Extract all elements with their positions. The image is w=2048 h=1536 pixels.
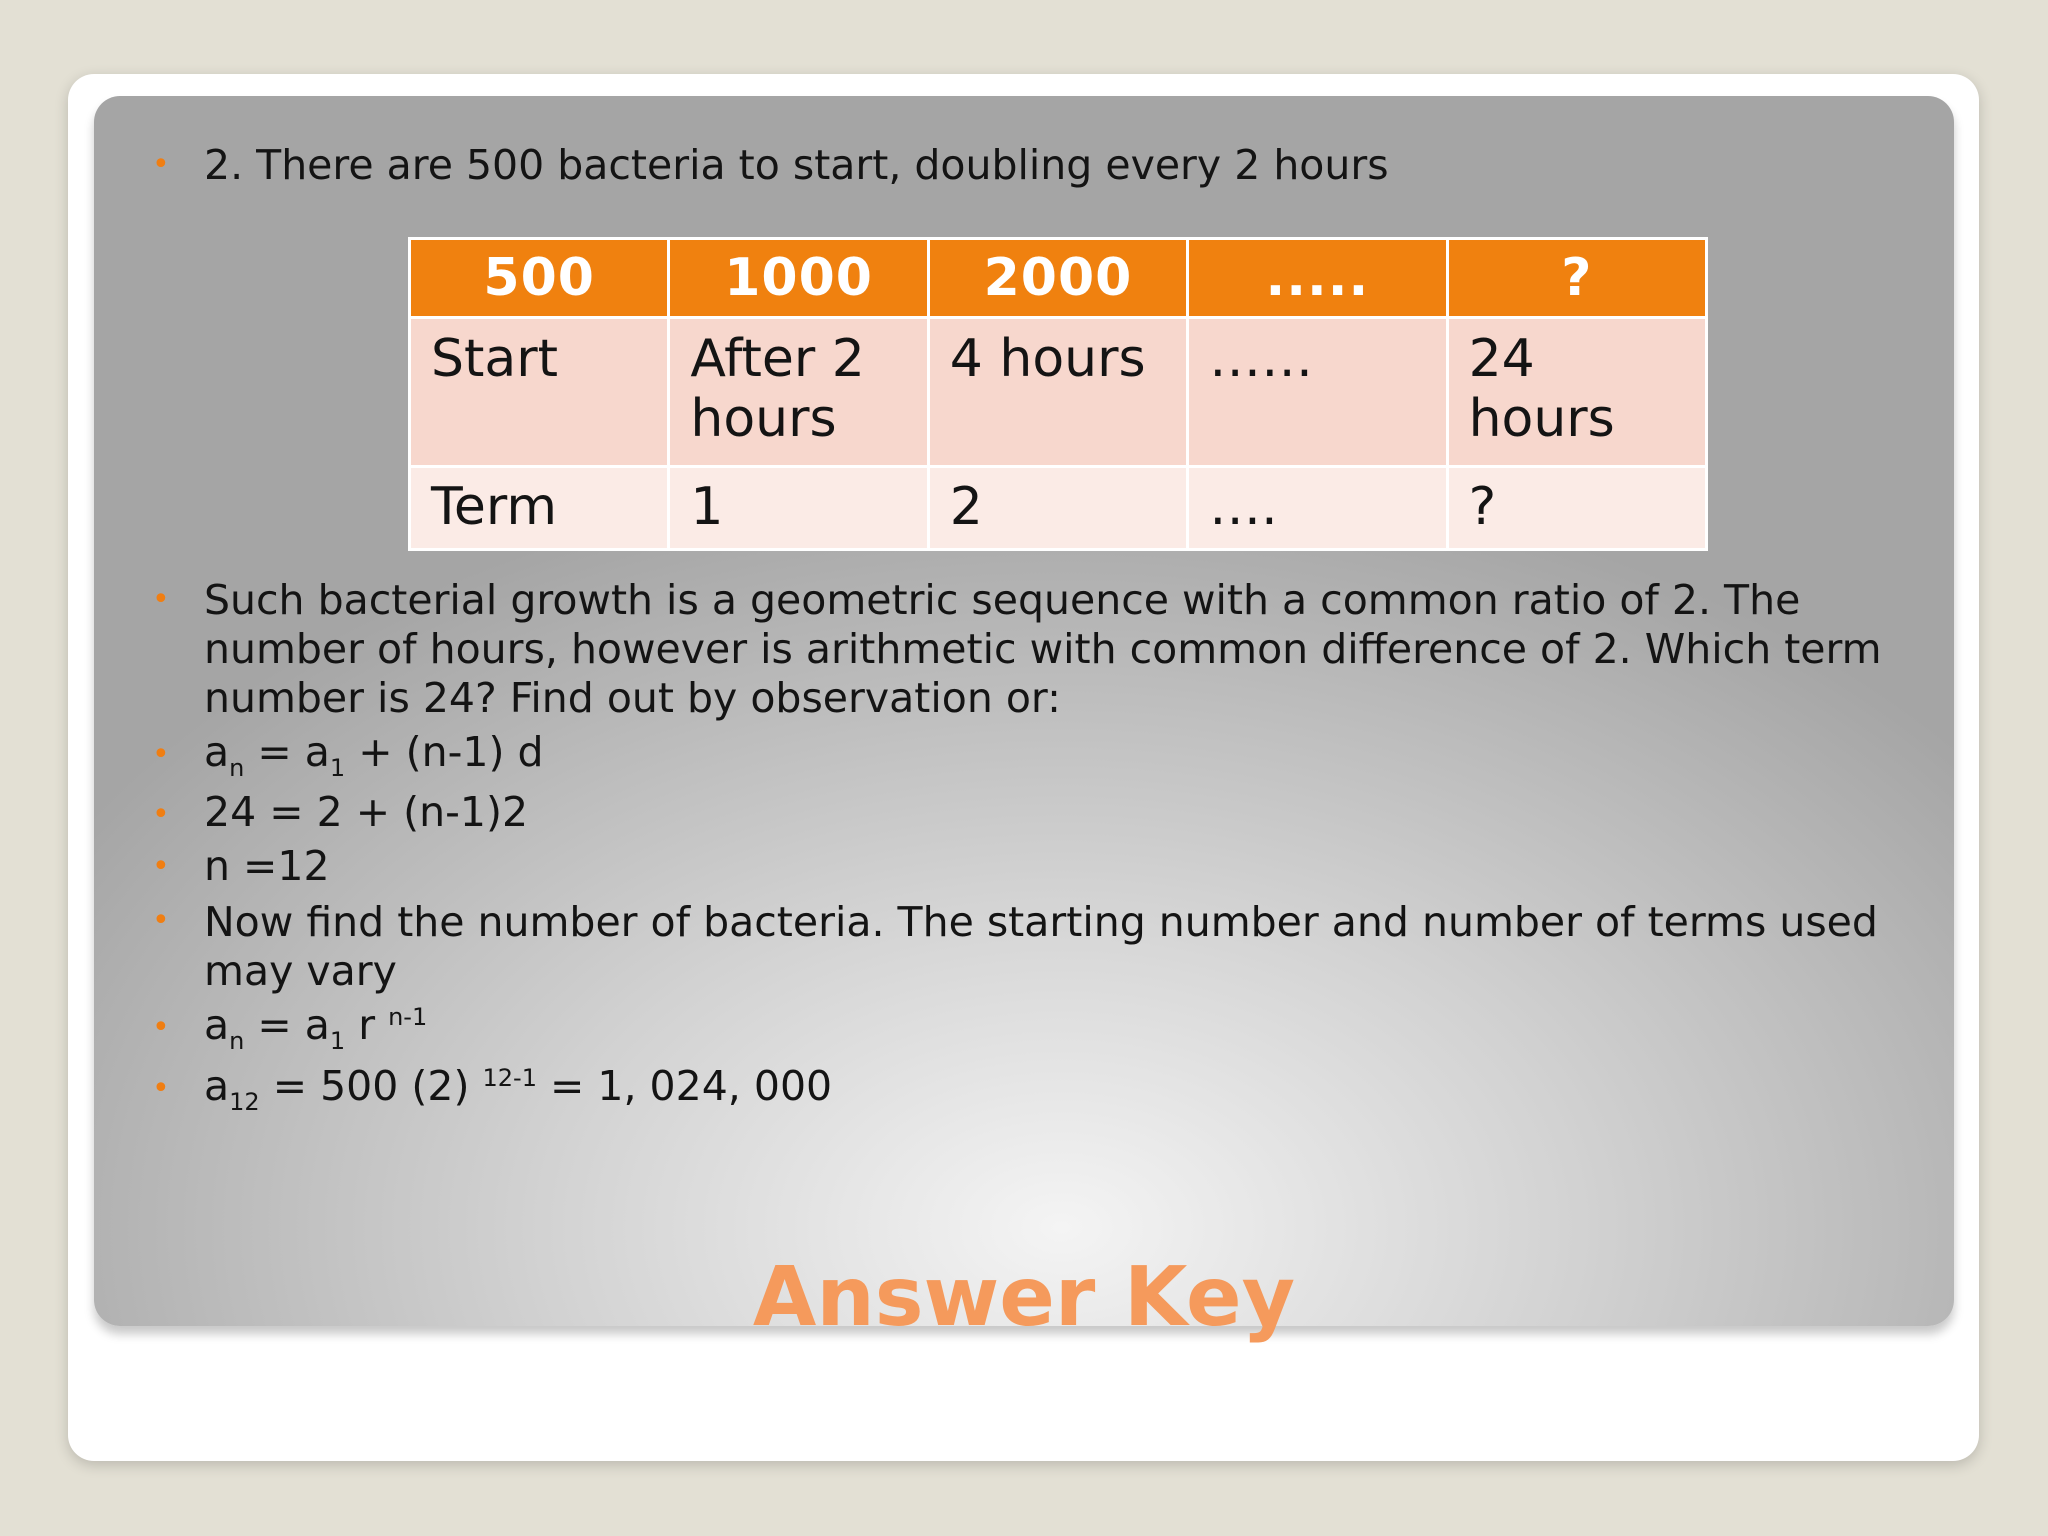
formula-text: a [204, 1062, 230, 1110]
paragraph-line: number is 24? Find out by observation or: [204, 674, 1061, 722]
table-cell: 4 hours [928, 318, 1187, 467]
paragraph-line: may vary [204, 947, 397, 995]
formula-n-result: n =12 [204, 842, 330, 890]
bullet-marker: • [152, 1010, 170, 1045]
table-cell: Term [410, 467, 669, 550]
subscript: n [229, 1027, 245, 1055]
bullet-marker: • [152, 147, 170, 182]
formula-text: + (n-1) d [345, 728, 544, 776]
subscript: n [229, 754, 245, 782]
slide-title: Answer Key [752, 1250, 1296, 1345]
table-cell: Start [410, 318, 669, 467]
bullet-marker: • [152, 737, 170, 772]
paragraph-line: Now find the number of bacteria. The starting number and number of terms used [204, 898, 1878, 946]
table-cell: ? [1447, 467, 1706, 550]
formula-final-answer [204, 1062, 833, 1116]
formula-text: = a [244, 728, 330, 776]
table-cell: 24 hours [1447, 318, 1706, 467]
header-cell: 2000 [928, 239, 1187, 318]
subscript: 1 [329, 754, 346, 782]
bullet-marker: • [152, 582, 170, 617]
bullet-marker: • [152, 1071, 170, 1106]
table-cell: After 2 hours [669, 318, 928, 467]
table-cell: …. [1188, 467, 1447, 550]
formula-text: a [204, 1001, 230, 1049]
table-row-hours [410, 318, 1707, 467]
header-cell: 500 [410, 239, 669, 318]
intro-text: 2. There are 500 bacteria to start, doubling every 2 hours [204, 141, 1389, 189]
header-cell: ? [1447, 239, 1706, 318]
formula-substitution: 24 = 2 + (n-1)2 [204, 788, 529, 836]
table-cell: …… [1188, 318, 1447, 467]
superscript: n-1 [388, 1003, 428, 1031]
subscript: 1 [329, 1027, 346, 1055]
formula-text: r [345, 1001, 389, 1049]
bacteria-table [408, 237, 1708, 551]
header-cell: ..... [1188, 239, 1447, 318]
table-cell: 1 [669, 467, 928, 550]
header-cell: 1000 [669, 239, 928, 318]
formula-geometric-term [204, 1001, 428, 1055]
formula-text: = 500 (2) [259, 1062, 483, 1110]
paragraph-line: Such bacterial growth is a geometric sequence with a common ratio of 2. The [204, 576, 1801, 624]
paragraph-line: number of hours, however is arithmetic with common difference of 2. Which term [204, 625, 1882, 673]
formula-text: = a [244, 1001, 330, 1049]
subscript: 12 [229, 1088, 260, 1116]
table-cell: 2 [928, 467, 1187, 550]
table-header-row [410, 239, 1707, 318]
formula-text: a [204, 728, 230, 776]
bullet-marker: • [152, 797, 170, 832]
formula-text: = 1, 024, 000 [536, 1062, 833, 1110]
formula-arithmetic-term [204, 728, 544, 782]
bullet-marker: • [152, 903, 170, 938]
bullet-marker: • [152, 849, 170, 884]
superscript: 12-1 [482, 1064, 537, 1092]
table-row-term [410, 467, 1707, 550]
